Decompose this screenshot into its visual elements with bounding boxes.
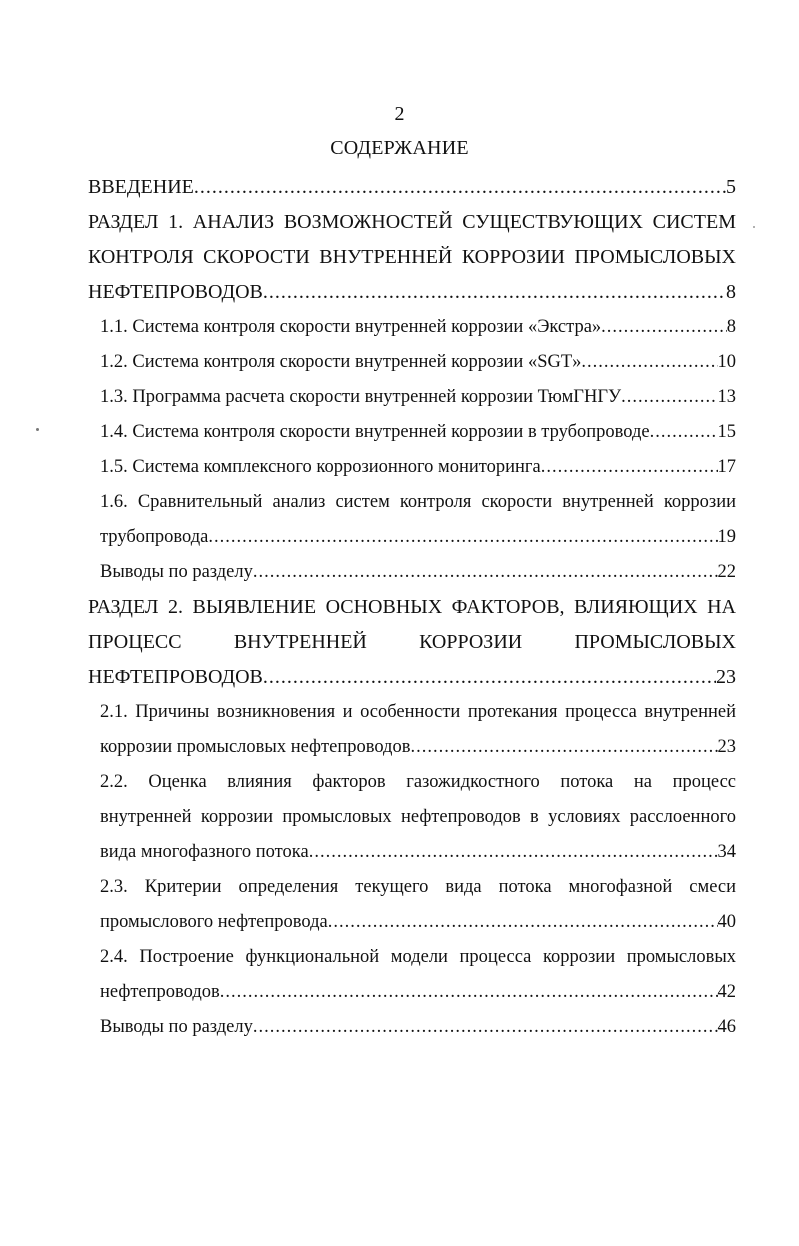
scan-speck xyxy=(753,226,755,228)
toc-entry-2-3-line-1[interactable]: 2.3. Критерии определения текущего вида потока многофазной смеси xyxy=(100,877,736,897)
page-title: СОДЕРЖАНИЕ xyxy=(330,137,469,159)
toc-entry-1-4[interactable]: 1.4. Система контроля скорости внутренней коррозии в трубопроводе ..... 15 xyxy=(100,415,736,450)
toc-entry-1-1[interactable]: 1.1. Система контроля скорости внутренней коррозии «Экстра» ..... 8 xyxy=(100,310,736,345)
toc-section-1-title-line-2[interactable]: КОНТРОЛЯ СКОРОСТИ ВНУТРЕННЕЙ КОРРОЗИИ ПРОМЫСЛОВЫХ xyxy=(88,246,736,268)
toc-entry-2-4-line-2[interactable]: нефтепроводов ..... 42 xyxy=(100,975,736,1010)
toc-entry-1-2[interactable]: 1.2. Система контроля скорости внутренней коррозии «SGT» ..... 10 xyxy=(100,345,736,380)
toc-entry-1-6-line-1[interactable]: 1.6. Сравнительный анализ систем контроля скорости внутренней коррозии xyxy=(100,492,736,512)
toc-entry-intro[interactable]: ВВЕДЕНИЕ ..... 5 xyxy=(88,170,736,205)
toc-entry-section-2-conclusions[interactable]: Выводы по разделу ..... 46 xyxy=(100,1010,736,1045)
toc-section-1-title-line-3[interactable]: НЕФТЕПРОВОДОВ ..... 8 xyxy=(88,275,736,310)
toc-entry-2-2-line-3[interactable]: вида многофазного потока ..... 34 xyxy=(100,835,736,870)
toc-entry-2-3-line-2[interactable]: промыслового нефтепровода ..... 40 xyxy=(100,905,736,940)
toc-entry-section-1-conclusions[interactable]: Выводы по разделу ..... 22 xyxy=(100,555,736,590)
page-number: 2 xyxy=(394,103,405,125)
toc-section-2-title-line-1[interactable]: РАЗДЕЛ 2. ВЫЯВЛЕНИЕ ОСНОВНЫХ ФАКТОРОВ, ВЛИЯЮЩИХ НА xyxy=(88,596,736,618)
toc-entry-2-2-line-2[interactable]: внутренней коррозии промысловых нефтепроводов в условиях расслоенного xyxy=(100,807,736,827)
toc-entry-2-1-line-2[interactable]: коррозии промысловых нефтепроводов ..... 23 xyxy=(100,730,736,765)
toc-entry-1-6-line-2[interactable]: трубопровода ..... 19 xyxy=(100,520,736,555)
toc-section-2-title-line-3[interactable]: НЕФТЕПРОВОДОВ ..... 23 xyxy=(88,660,736,695)
table-of-contents xyxy=(88,170,736,1045)
scan-speck xyxy=(36,428,39,431)
toc-entry-2-2-line-1[interactable]: 2.2. Оценка влияния факторов газожидкостного потока на процесс xyxy=(100,772,736,792)
toc-entry-2-1-line-1[interactable]: 2.1. Причины возникновения и особенности протекания процесса внутренней xyxy=(100,702,736,722)
toc-section-1-title-line-1[interactable]: РАЗДЕЛ 1. АНАЛИЗ ВОЗМОЖНОСТЕЙ СУЩЕСТВУЮЩИХ СИСТЕМ xyxy=(88,211,736,233)
toc-entry-2-4-line-1[interactable]: 2.4. Построение функциональной модели процесса коррозии промысловых xyxy=(100,947,736,967)
toc-section-2-title-line-2[interactable]: ПРОЦЕСС ВНУТРЕННЕЙ КОРРОЗИИ ПРОМЫСЛОВЫХ xyxy=(88,631,736,653)
toc-entry-1-3[interactable]: 1.3. Программа расчета скорости внутренней коррозии ТюмГНГУ ..... 13 xyxy=(100,380,736,415)
toc-entry-1-5[interactable]: 1.5. Система комплексного коррозионного мониторинга ..... 17 xyxy=(100,450,736,485)
